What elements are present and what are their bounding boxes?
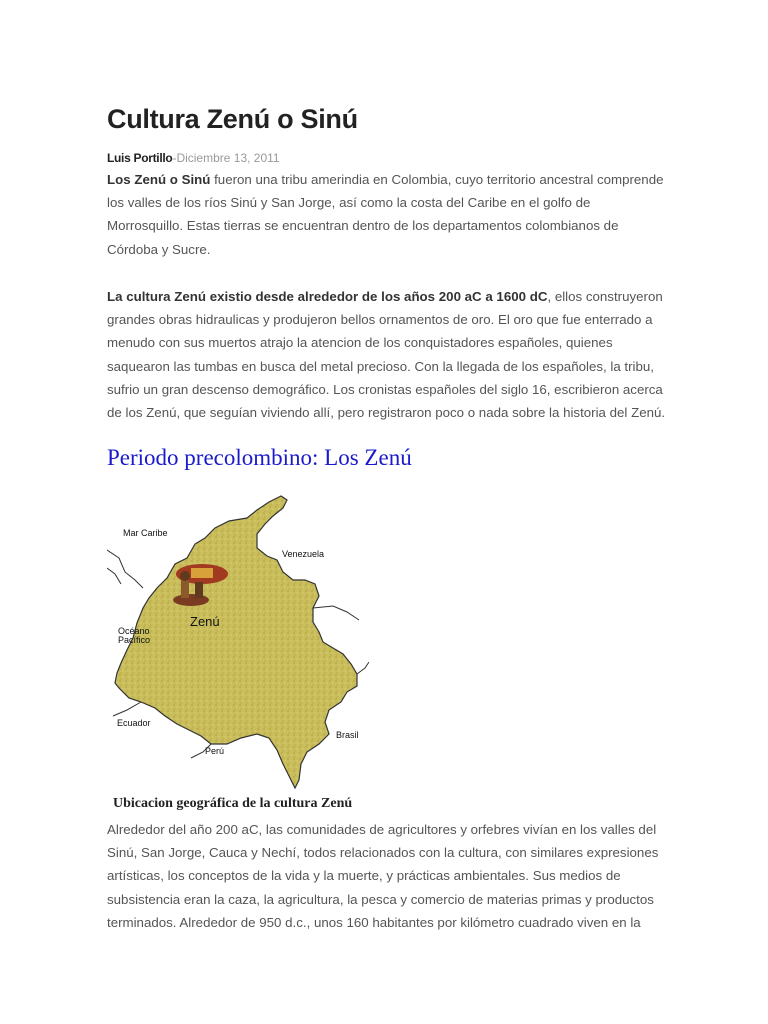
author-link[interactable]: Luis Portillo bbox=[107, 151, 173, 165]
map-label-mar-caribe: Mar Caribe bbox=[123, 528, 168, 538]
intro-bold-text: Los Zenú o Sinú bbox=[107, 172, 211, 187]
map-label-zenu: Zenú bbox=[190, 614, 220, 629]
paragraph-intro bbox=[107, 168, 667, 261]
byline bbox=[107, 150, 280, 166]
paragraph-precolombino: Alrededor del año 200 aC, las comunidades de agricultores y orfebres vivían en los valles del Sinú, San Jorge, Cauca y Nechí, todos relacionados con la cultura, con similares expresiones artísticas, los conceptos de la vida y la muerte, y prácticas ambientales. Sus medios de subsistencia eran la caza, la agricultura, la pesca y comercio de materias primas y productos terminados. Alrededor de 950 d.c., unos 160 habitantes por kilómetro cuadrado viven en la bbox=[107, 822, 659, 930]
history-text: , ellos construyeron grandes obras hidraulicas y produjeron bellos ornamentos de oro. El oro que fue enterrado a menudo con sus muertos atrajo la atencion de los conquistadores españoles, quienes saquearon las tumbas en busca del metal precioso. Con la llegada de los españoles, la tribu, sufrio un gran descenso demográfico. Los cronistas españoles del siglo 16, escribieron acerca de los Zenú, que seguían viviendo allí, pero registraron poco o nada sobre la historia del Zenú. bbox=[107, 289, 666, 421]
post-date: Diciembre 13, 2011 bbox=[176, 151, 280, 165]
map-label-venezuela: Venezuela bbox=[282, 549, 325, 559]
section-heading: Periodo precolombino: Los Zenú bbox=[107, 445, 412, 470]
colombia-territory-shape bbox=[115, 496, 357, 788]
map-label-oceano: Océano bbox=[118, 626, 150, 636]
paragraph-history bbox=[107, 285, 667, 424]
article-title: Cultura Zenú o Sinú bbox=[107, 104, 358, 134]
map-label-brasil: Brasil bbox=[336, 730, 359, 740]
intro-text: fueron una tribu amerindia en Colombia, cuyo territorio ancestral comprende los valles de los ríos Sinú y San Jorge, así como la costa del Caribe en el golfo de Morrosquillo. Estas tierras se encuentran dentro de los departamentos colombianos de Córdoba y Sucre. bbox=[107, 172, 664, 257]
history-bold-text: La cultura Zenú existio desde alrededor de los años 200 aC a 1600 dC bbox=[107, 289, 548, 304]
map-caption: Ubicacion geográfica de la cultura Zenú bbox=[113, 796, 353, 811]
byline-separator: - bbox=[172, 151, 177, 165]
map-label-ecuador: Ecuador bbox=[117, 718, 151, 728]
map-label-pacifico: Pacífico bbox=[118, 635, 151, 645]
colombia-map-figure bbox=[107, 488, 369, 790]
map-label-peru: Perú bbox=[205, 746, 225, 756]
